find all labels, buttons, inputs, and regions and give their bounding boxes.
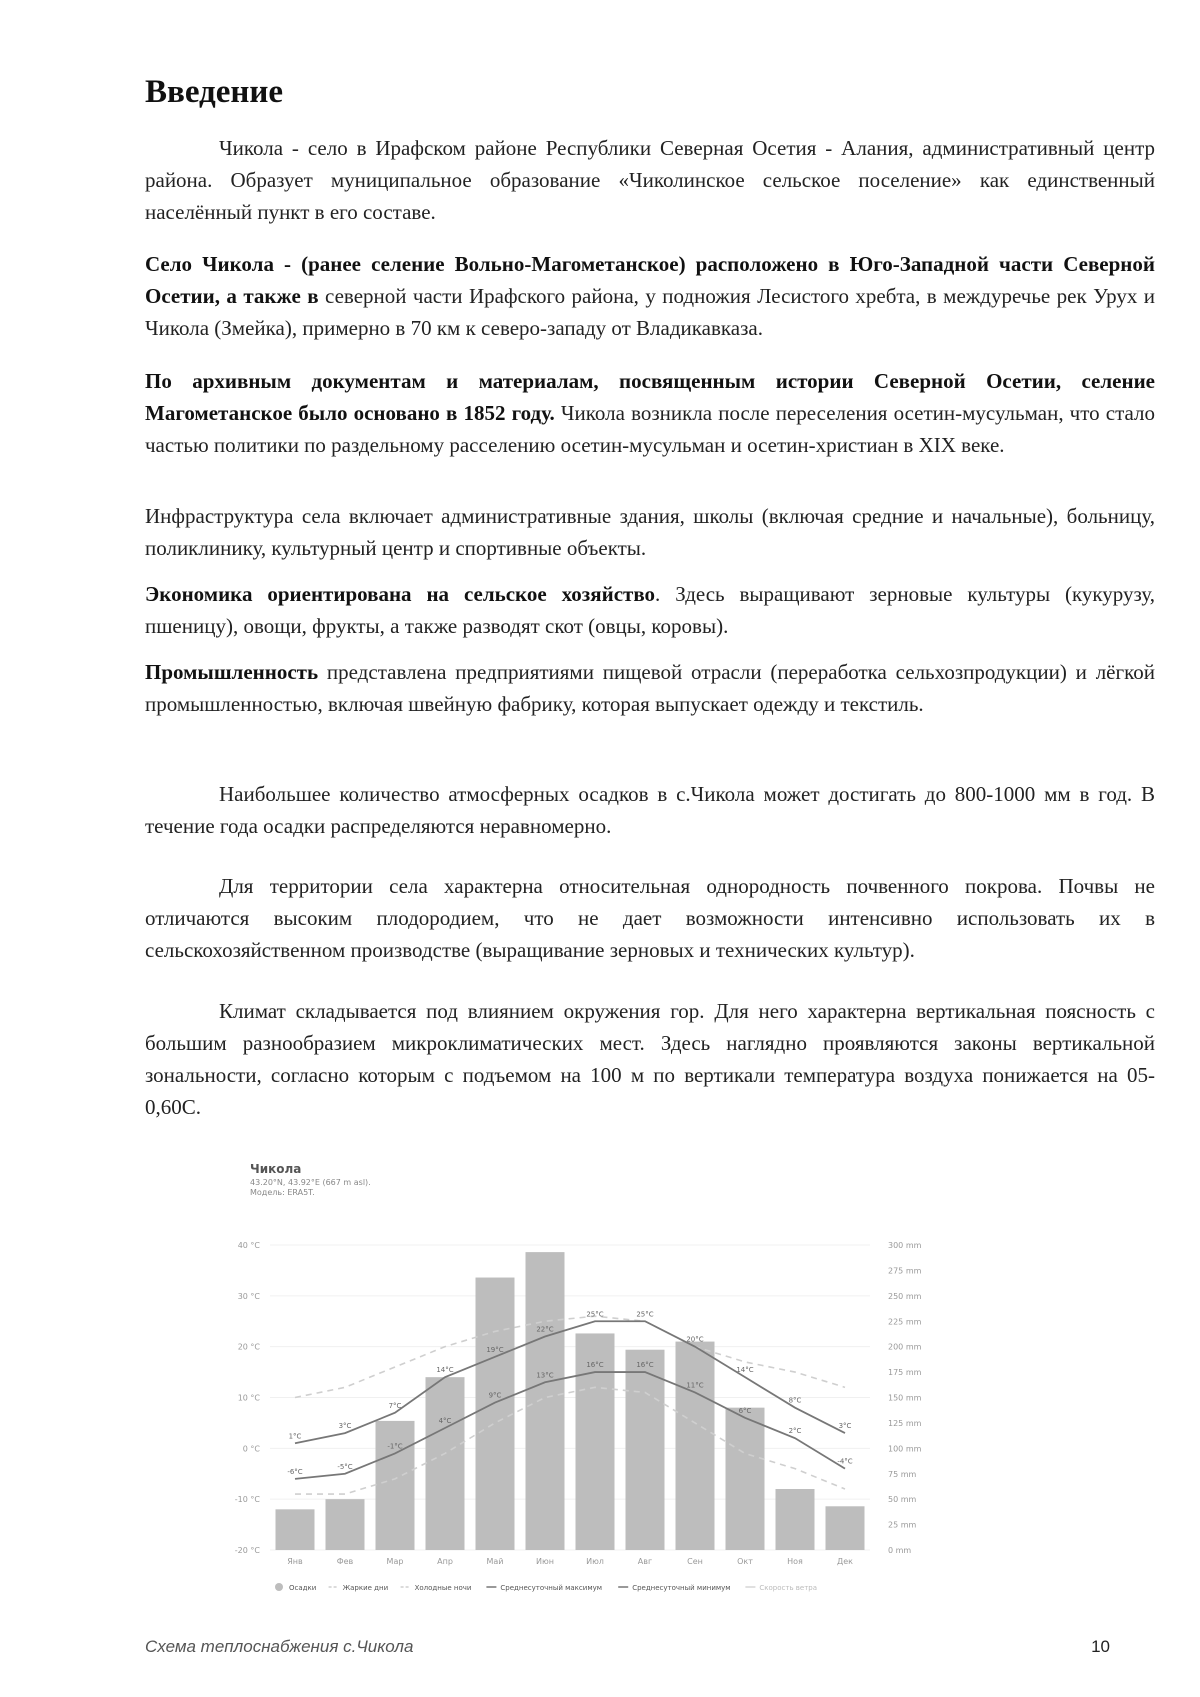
legend-swatch bbox=[275, 1583, 283, 1591]
chart-bars bbox=[276, 1252, 865, 1550]
paragraph-economy-text: . Здесь выращивают зерновые культуры (кукурузу, пшеницу), овощи, фрукты, а также разводят скот (овцы, коровы). bbox=[145, 582, 1155, 638]
data-label: 1°C bbox=[288, 1432, 302, 1441]
x-tick-label: Май bbox=[486, 1557, 504, 1566]
y-right-tick-label: 225 mm bbox=[888, 1317, 922, 1327]
precipitation-bar bbox=[526, 1252, 565, 1550]
x-tick-label: Авг bbox=[637, 1557, 653, 1566]
precipitation-bar bbox=[776, 1489, 815, 1550]
data-label: 4°C bbox=[438, 1417, 452, 1425]
precipitation-bar bbox=[676, 1342, 715, 1550]
x-tick-label: Дек bbox=[836, 1557, 854, 1566]
x-tick-label: Апр bbox=[437, 1557, 453, 1566]
page-heading: Введение bbox=[145, 74, 284, 110]
paragraph-soils: Для территории села характерна относительная однородность почвенного покрова. Почвы не отличаются высоким плодородием, что не дает возможности интенсивно использовать их в сельскохозяйственном производстве (выращивание зерновых и технических культур). bbox=[145, 874, 1155, 962]
legend-label: Осадки bbox=[289, 1584, 317, 1592]
climate-chart bbox=[230, 1155, 970, 1615]
x-tick-label: Июл bbox=[586, 1557, 604, 1566]
data-label: 6°C bbox=[738, 1406, 752, 1415]
paragraph-location-bold: Село Чикола - (ранее селение Вольно-Магометанское) расположено в Юго-Западной части Северной Осетии, а также в bbox=[145, 252, 1155, 308]
data-label: -1°C bbox=[387, 1442, 403, 1451]
data-label: -6°C bbox=[287, 1467, 303, 1476]
data-label: 16°C bbox=[636, 1361, 654, 1370]
chart-lines bbox=[287, 1310, 852, 1494]
data-label: -4°C bbox=[837, 1457, 853, 1466]
precipitation-bar bbox=[726, 1408, 765, 1550]
paragraph-economy-bold: Экономика ориентирована на сельское хозяйство bbox=[145, 582, 656, 606]
data-label: 11°C bbox=[686, 1381, 704, 1390]
x-tick-label: Фев bbox=[336, 1557, 354, 1566]
legend-label: Среднесуточный максимум bbox=[500, 1584, 603, 1592]
legend-label: Среднесуточный минимум bbox=[632, 1584, 731, 1592]
y-left-tick-label: 30 °C bbox=[237, 1291, 260, 1301]
paragraph-history-text: Чикола возникла после переселения осетин-мусульман, что стало частью политики по раздельному расселению осетин-мусульман и осетин-христиан в XIX веке. bbox=[145, 401, 1155, 457]
data-label: 2°C bbox=[788, 1427, 802, 1436]
y-right-tick-label: 100 mm bbox=[888, 1444, 922, 1454]
chart-title: Чикола bbox=[250, 1162, 302, 1176]
data-label: 16°C bbox=[586, 1361, 604, 1370]
y-left-tick-label: 20 °C bbox=[237, 1342, 260, 1352]
data-label: 3°C bbox=[338, 1422, 352, 1431]
x-tick-label: Июн bbox=[536, 1557, 554, 1566]
paragraph-climate: Климат складывается под влиянием окружения гор. Для него характерна вертикальная поясность с большим разнообразием микроклиматических мест. Здесь наглядно проявляются законы вертикальной зональности, согласно которым с подъемом на 100 м по вертикали температура воздуха понижается на 05-0,60С. bbox=[145, 999, 1155, 1119]
x-tick-label: Сен bbox=[687, 1557, 703, 1566]
data-label: 3°C bbox=[838, 1422, 852, 1431]
paragraph-location-text: северной части Ирафского района, у подножия Лесистого хребта, в междуречье рек Урух и Чикола (Змейка), примерно в 70 км к северо-западу от Владикавказа. bbox=[145, 284, 1156, 340]
chart-subtitle-coords: 43.20°N, 43.92°E (667 m asl). bbox=[250, 1178, 371, 1187]
x-tick-label: Янв bbox=[287, 1557, 303, 1566]
y-right-tick-label: 50 mm bbox=[888, 1495, 917, 1505]
y-right-tick-label: 0 mm bbox=[888, 1546, 912, 1555]
paragraph-history bbox=[145, 365, 1155, 461]
data-label: 8°C bbox=[788, 1396, 802, 1405]
paragraph-industry bbox=[145, 656, 1155, 720]
paragraph-infrastructure: Инфраструктура села включает административные здания, школы (включая средние и начальные), больницу, поликлинику, культурный центр и спортивные объекты. bbox=[145, 504, 1155, 560]
y-right-tick-label: 275 mm bbox=[888, 1266, 922, 1276]
data-label: 14°C bbox=[736, 1366, 754, 1375]
chart-subtitle-model: Модель: ERA5T. bbox=[250, 1188, 315, 1197]
data-label: -5°C bbox=[337, 1462, 353, 1471]
precipitation-bar bbox=[476, 1278, 515, 1550]
y-left-tick-label: 10 °C bbox=[237, 1393, 260, 1403]
data-label: 25°C bbox=[586, 1310, 604, 1319]
y-right-tick-label: 300 mm bbox=[888, 1241, 922, 1250]
y-right-tick-label: 75 mm bbox=[888, 1469, 917, 1479]
x-tick-label: Окт bbox=[737, 1557, 753, 1566]
paragraph-location bbox=[145, 248, 1155, 344]
footer-document-title: Схема теплоснабжения с.Чикола bbox=[145, 1637, 414, 1656]
data-label: 9°C bbox=[488, 1391, 502, 1400]
data-label: 22°C bbox=[536, 1325, 554, 1334]
paragraph-history-bold: По архивным документам и материалам, посвященным истории Северной Осетии, селение Магометанское было основано в 1852 году. bbox=[145, 369, 1155, 425]
data-label: 7°C bbox=[388, 1401, 402, 1410]
legend-label: Скорость ветра bbox=[759, 1584, 818, 1592]
paragraph-intro: Чикола - село в Ирафском районе Республики Северная Осетия - Алания, административный центр района. Образует муниципальное образование «Чиколинское сельское поселение» как единственный населённый пункт в его составе. bbox=[145, 136, 1155, 224]
legend-label: Жаркие дни bbox=[342, 1584, 389, 1592]
data-label: 13°C bbox=[536, 1371, 554, 1380]
y-right-tick-label: 200 mm bbox=[888, 1342, 922, 1352]
data-label: 14°C bbox=[436, 1366, 454, 1375]
y-right-tick-label: 175 mm bbox=[888, 1368, 922, 1378]
chart-legend bbox=[275, 1583, 817, 1592]
footer-page-number: 10 bbox=[1091, 1637, 1110, 1656]
legend-label: Холодные ночи bbox=[414, 1584, 472, 1592]
precipitation-bar bbox=[826, 1506, 865, 1550]
y-left-tick-label: 0 °C bbox=[242, 1444, 260, 1454]
precipitation-bar bbox=[426, 1377, 465, 1550]
precipitation-bar bbox=[326, 1499, 365, 1550]
precipitation-bar bbox=[626, 1350, 665, 1550]
y-right-tick-label: 25 mm bbox=[888, 1520, 917, 1530]
x-tick-label: Мар bbox=[386, 1557, 404, 1566]
y-right-tick-label: 125 mm bbox=[888, 1418, 922, 1428]
y-left-tick-label: 40 °C bbox=[237, 1241, 260, 1250]
paragraph-industry-bold: Промышленность bbox=[145, 660, 319, 684]
y-left-tick-label: -10 °C bbox=[234, 1495, 260, 1505]
precipitation-bar bbox=[376, 1421, 415, 1550]
y-right-tick-label: 150 mm bbox=[888, 1393, 922, 1403]
y-left-tick-label: -20 °C bbox=[234, 1546, 260, 1555]
data-label: 19°C bbox=[486, 1345, 504, 1354]
precipitation-bar bbox=[276, 1509, 315, 1550]
data-label: 25°C bbox=[636, 1310, 654, 1319]
paragraph-economy bbox=[145, 578, 1155, 642]
data-label: 20°C bbox=[686, 1335, 704, 1344]
paragraph-industry-text: представлена предприятиями пищевой отрасли (переработка сельхозпродукции) и лёгкой промышленностью, включая швейную фабрику, которая выпускает одежду и текстиль. bbox=[145, 660, 1155, 716]
paragraph-precipitation: Наибольшее количество атмосферных осадков в с.Чикола может достигать до 800-1000 мм в год. В течение года осадки распределяются неравномерно. bbox=[145, 782, 1155, 838]
x-tick-label: Ноя bbox=[787, 1557, 803, 1566]
y-right-tick-label: 250 mm bbox=[888, 1291, 922, 1301]
